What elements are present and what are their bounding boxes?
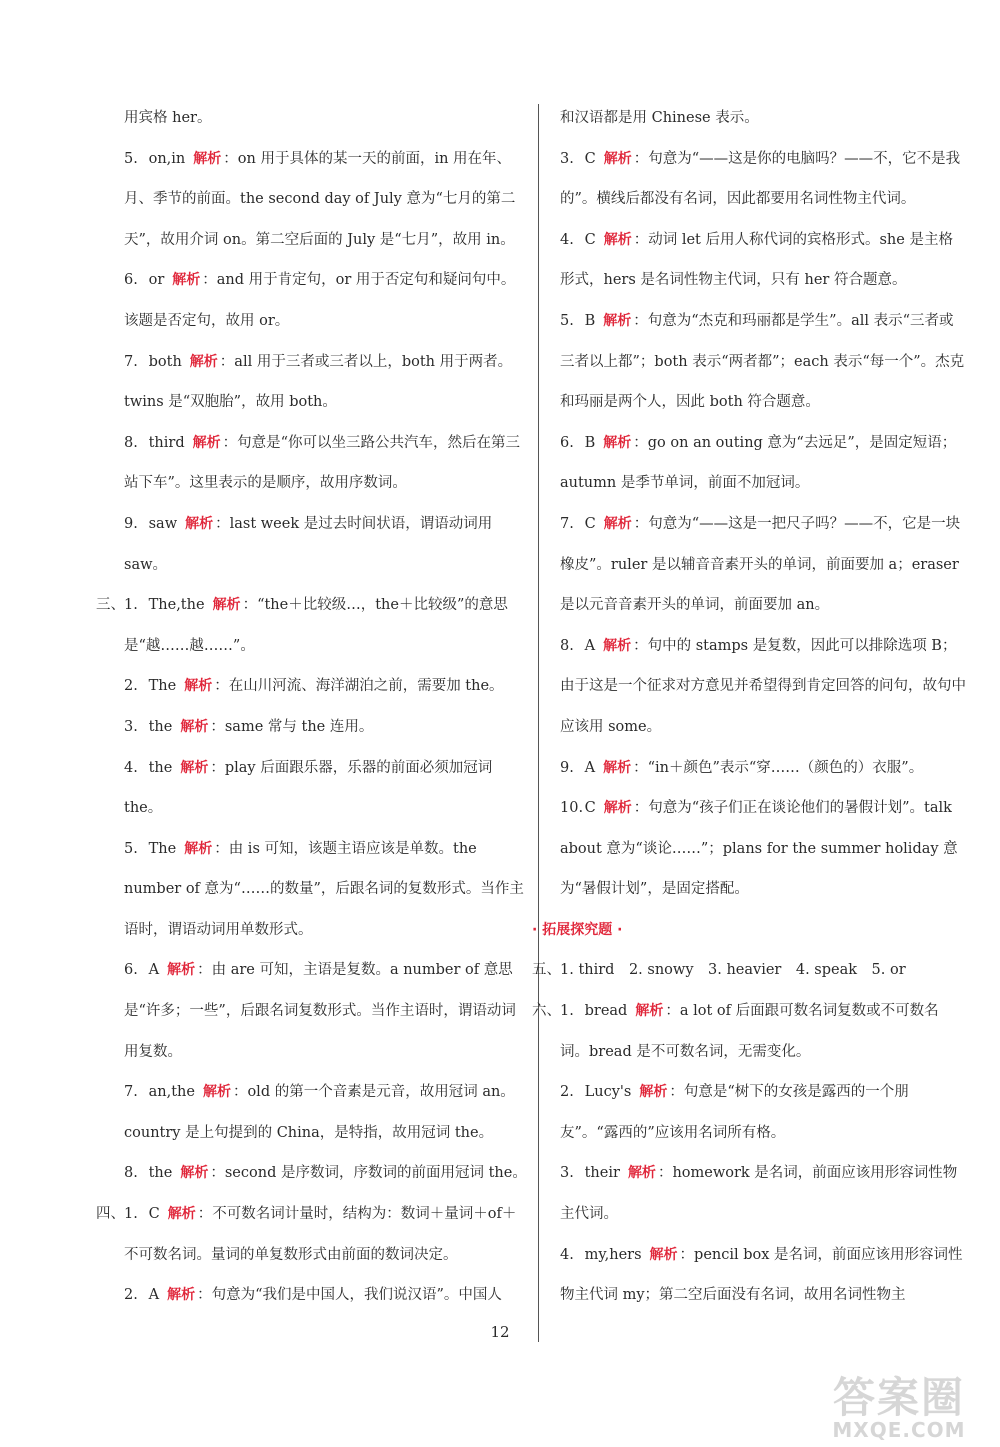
explanation: all 用于三者或三者以上，both 用于两者。twins 是“双胞胎”，故用 both。 bbox=[124, 353, 513, 411]
answer-item: 2. Lucy's 解析 ：句意是“树下的女孩是露西的一个朋友”。“露西的”应该用名词所有格。 bbox=[560, 1072, 966, 1153]
continued-text bbox=[124, 98, 528, 139]
explanation: pencil box 是名词，前面应该用形容词性物主代词 my；第二空后面没有名词，故用名词性物主 bbox=[560, 1246, 963, 1304]
jiexi-label: 解析 bbox=[193, 150, 222, 167]
item-number: 5. bbox=[560, 312, 574, 329]
answer: C bbox=[148, 1206, 160, 1223]
answer: The bbox=[148, 840, 177, 857]
jiexi-label: 解析 bbox=[627, 1165, 656, 1182]
answer-item: 3. their 解析 ：homework 是名词，前面应该用形容词性物主代词。 bbox=[560, 1153, 966, 1234]
explanation: 句意为“孩子们正在谈论他们的暑假计划”。talk about 意为“谈论……”；plans for the summer holiday 意为“暑假计划”，是固定搭配。 bbox=[560, 800, 958, 898]
item-number: 4. bbox=[560, 231, 574, 248]
answer-line bbox=[532, 950, 966, 991]
column-divider bbox=[538, 104, 539, 1342]
answer: both bbox=[148, 353, 182, 370]
right-column bbox=[532, 98, 966, 1316]
explanation: second 是序数词，序数词的前面用冠词 the。 bbox=[224, 1165, 527, 1182]
jiexi-label: 解析 bbox=[603, 434, 632, 451]
section-heading bbox=[532, 910, 966, 951]
answer: on,in bbox=[148, 150, 186, 167]
jiexi-label: 解析 bbox=[603, 637, 632, 654]
answer-item: 3. the 解析 ：same 常与 the 连用。 bbox=[124, 707, 528, 748]
answer: my,hers bbox=[584, 1246, 642, 1263]
answer-item: 5. B 解析 ：句意为“杰克和玛丽都是学生”。all 表示“三者或三者以上都”；both 表示“两者都”；each 表示“每一个”。杰克和玛丽是两个人，因此 both 符合题意。 bbox=[560, 301, 966, 423]
answer: B bbox=[584, 434, 596, 451]
item-number: 1. bbox=[124, 1206, 138, 1223]
item-number: 1. bbox=[560, 1003, 574, 1020]
answer-item: 7. C 解析 ：句意为“——这是一把尺子吗？——不，它是一块橡皮”。ruler 是以辅音音素开头的单词，前面要加 a；eraser 是以元音音素开头的单词，前面要加 an。 bbox=[560, 504, 966, 626]
explanation: 句意是“树下的女孩是露西的一个朋友”。“露西的”应该用名词所有格。 bbox=[560, 1084, 909, 1141]
item-number: 7. bbox=[560, 515, 574, 532]
explanation: 在山川河流、海洋湖泊之前，需要加 the。 bbox=[228, 678, 504, 695]
section-number: 五、 bbox=[532, 962, 561, 979]
answer-item: 9. saw 解析 ：last week 是过去时间状语，谓语动词用 saw。 bbox=[124, 504, 528, 585]
jiexi-label: 解析 bbox=[172, 272, 201, 289]
answer-item: 6. or 解析 ：and 用于肯定句，or 用于否定句和疑问句中。该题是否定句，故用 or。 bbox=[124, 260, 528, 341]
answer: A bbox=[148, 1287, 160, 1304]
item-number: 2. bbox=[124, 1287, 138, 1304]
answer-item: 5. on,in 解析 ：on 用于具体的某一天的前面，in 用在年、月、季节的前面。the second day of July 意为“七月的第二天”，故用介词 on。第二空后面的 July 是“七月”，故用 in。 bbox=[124, 139, 528, 261]
jiexi-label: 解析 bbox=[603, 515, 632, 532]
jiexi-label: 解析 bbox=[180, 718, 209, 735]
item-number: 5. bbox=[124, 840, 138, 857]
answer-item: 2. A 解析 ：句意为“我们是中国人，我们说汉语”。中国人 bbox=[124, 1275, 528, 1316]
jiexi-label: 解析 bbox=[603, 231, 632, 248]
jiexi-label: 解析 bbox=[603, 800, 632, 817]
left-column bbox=[96, 98, 528, 1316]
explanation: go on an outing 意为“去远足”，是固定短语；autumn 是季节单词，前面不加冠词。 bbox=[560, 434, 957, 492]
answer-item: 5. The 解析 ：由 is 可知，该题主语应该是单数。the number of 意为“……的数量”，后跟名词的复数形式。当作主语时，谓语动词用单数形式。 bbox=[124, 829, 528, 951]
item-number: 2. bbox=[560, 1084, 574, 1101]
answer: A bbox=[148, 962, 160, 979]
explanation: 句意为“——这是你的电脑吗？——不，它不是我的”。横线后都没有名词，因此都要用名词性物主代词。 bbox=[560, 150, 961, 208]
item-number: 1. bbox=[124, 597, 138, 614]
answer-item: 8. third 解析 ：句意是“你可以坐三路公共汽车，然后在第三站下车”。这里表示的是顺序，故用序数词。 bbox=[124, 423, 528, 504]
jiexi-label: 解析 bbox=[180, 1165, 209, 1182]
explanation: 句中的 stamps 是复数，因此可以排除选项 B；由于这是一个征求对方意见并希望得到肯定回答的问句，故句中应该用 some。 bbox=[560, 637, 966, 735]
explanation: 由 is 可知，该题主语应该是单数。the number of 意为“……的数量”，后跟名词的复数形式。当作主语时，谓语动词用单数形式。 bbox=[124, 840, 524, 938]
explanation: last week 是过去时间状语，谓语动词用 saw。 bbox=[124, 515, 493, 573]
item-number: 7. bbox=[124, 1084, 138, 1101]
answer: C bbox=[584, 800, 596, 817]
explanation: 句意为“我们是中国人，我们说汉语”。中国人 bbox=[211, 1287, 502, 1304]
answer-item: 8. A 解析 ：句中的 stamps 是复数，因此可以排除选项 B；由于这是一个征求对方意见并希望得到肯定回答的问句，故句中应该用 some。 bbox=[560, 626, 966, 748]
explanation: 句意为“——这是一把尺子吗？——不，它是一块橡皮”。ruler 是以辅音音素开头的单词，前面要加 a；eraser 是以元音音素开头的单词，前面要加 an。 bbox=[560, 515, 961, 614]
section-number: 六、 bbox=[532, 1003, 561, 1020]
answer-item: 4. C 解析 ：动词 let 后用人称代词的宾格形式。she 是主格形式，hers 是名词性物主代词，只有 her 符合题意。 bbox=[560, 220, 966, 301]
item-number: 7. bbox=[124, 353, 138, 370]
answer-item: 四、1. C 解析 ：不可数名词计量时，结构为：数词＋量词＋of＋不可数名词。量词的单复数形式由前面的数词决定。 bbox=[124, 1194, 528, 1275]
explanation: play 后面跟乐器，乐器的前面必须加冠词 the。 bbox=[124, 759, 493, 817]
continued-text bbox=[560, 98, 966, 139]
answer: C bbox=[584, 231, 596, 248]
jiexi-label: 解析 bbox=[184, 840, 213, 857]
explanation: 不可数名词计量时，结构为：数词＋量词＋of＋不可数名词。量词的单复数形式由前面的数词决定。 bbox=[124, 1206, 517, 1263]
answer-item: 7. an,the 解析 ：old 的第一个音素是元音，故用冠词 an。country 是上句提到的 China，是特指，故用冠词 the。 bbox=[124, 1072, 528, 1153]
watermark-logo bbox=[824, 1373, 974, 1442]
item-number: 6. bbox=[124, 962, 138, 979]
item-number: 3. bbox=[124, 718, 138, 735]
explanation: a lot of 后面跟可数名词复数或不可数名词。bread 是不可数名词，无需变化。 bbox=[560, 1003, 939, 1060]
answer: bread bbox=[584, 1003, 628, 1020]
item-number: 10. bbox=[560, 800, 584, 817]
answer-item: 4. my,hers 解析 ：pencil box 是名词，前面应该用形容词性物主代词 my；第二空后面没有名词，故用名词性物主 bbox=[560, 1235, 966, 1316]
answer: their bbox=[584, 1165, 620, 1182]
answer-item: 3. C 解析 ：句意为“——这是你的电脑吗？——不，它不是我的”。横线后都没有名词，因此都要用名词性物主代词。 bbox=[560, 139, 966, 220]
tuozhan-heading: · 拓展探究题 · bbox=[532, 921, 623, 938]
page-number: 12 bbox=[490, 1323, 510, 1341]
answer: The,the bbox=[148, 597, 205, 614]
answer-item: 4. the 解析 ：play 后面跟乐器，乐器的前面必须加冠词 the。 bbox=[124, 748, 528, 829]
answer: C bbox=[584, 150, 596, 167]
item-number: 9. bbox=[560, 759, 574, 776]
answer-list: 1. third 2. snowy 3. heavier 4. speak 5. or bbox=[560, 962, 906, 979]
item-number: 8. bbox=[560, 637, 574, 654]
answer-item: 三、1. The,the 解析 ：“the＋比较级…，the＋比较级”的意思是“越……越……”。 bbox=[124, 585, 528, 666]
item-number: 8. bbox=[124, 434, 138, 451]
answer: the bbox=[148, 759, 173, 776]
item-number: 8. bbox=[124, 1165, 138, 1182]
answer-item: 6. B 解析 ：go on an outing 意为“去远足”，是固定短语；autumn 是季节单词，前面不加冠词。 bbox=[560, 423, 966, 504]
explanation: “the＋比较级…，the＋比较级”的意思是“越……越……”。 bbox=[124, 597, 508, 654]
jiexi-label: 解析 bbox=[603, 312, 632, 329]
jiexi-label: 解析 bbox=[167, 1206, 196, 1223]
section-number: 四、 bbox=[96, 1206, 125, 1223]
answer: the bbox=[148, 718, 173, 735]
jiexi-label: 解析 bbox=[212, 597, 241, 614]
explanation: 句意是“你可以坐三路公共汽车，然后在第三站下车”。这里表示的是顺序，故用序数词。 bbox=[124, 434, 521, 492]
answer: Lucy's bbox=[584, 1084, 632, 1101]
explanation: “in＋颜色”表示“穿……（颜色的）衣服”。 bbox=[647, 759, 924, 776]
answer: C bbox=[584, 515, 596, 532]
item-number: 6. bbox=[560, 434, 574, 451]
jiexi-label: 解析 bbox=[639, 1084, 668, 1101]
explanation: homework 是名词，前面应该用形容词性物主代词。 bbox=[560, 1165, 958, 1223]
jiexi-label: 解析 bbox=[202, 1084, 231, 1101]
answer: third bbox=[148, 434, 185, 451]
explanation: same 常与 the 连用。 bbox=[224, 718, 374, 735]
jiexi-label: 解析 bbox=[167, 962, 196, 979]
answer-body: 用宾格 her。 bbox=[124, 110, 212, 126]
answer-item: 2. The 解析 ：在山川河流、海洋湖泊之前，需要加 the。 bbox=[124, 666, 528, 707]
jiexi-label: 解析 bbox=[180, 759, 209, 776]
explanation: on 用于具体的某一天的前面，in 用在年、月、季节的前面。the second day of July 意为“七月的第二天”，故用介词 on。第二空后面的 July 是“七月”，故用 in。 bbox=[124, 150, 516, 248]
item-number: 9. bbox=[124, 515, 138, 532]
jiexi-label: 解析 bbox=[189, 353, 218, 370]
jiexi-label: 解析 bbox=[635, 1003, 664, 1020]
answer: The bbox=[148, 678, 177, 695]
answer-item: 六、1. bread 解析 ：a lot of 后面跟可数名词复数或不可数名词。bread 是不可数名词，无需变化。 bbox=[560, 991, 966, 1072]
item-number: 4. bbox=[560, 1246, 574, 1263]
item-number: 4. bbox=[124, 759, 138, 776]
explanation: 句意为“杰克和玛丽都是学生”。all 表示“三者或三者以上都”；both 表示“两者都”；each 表示“每一个”。杰克和玛丽是两个人，因此 both 符合题意。 bbox=[560, 312, 965, 411]
jiexi-label: 解析 bbox=[192, 434, 221, 451]
watermark-url: MXQE.COM bbox=[832, 1418, 966, 1442]
answer: B bbox=[584, 312, 596, 329]
answer-body: 和汉语都是用 Chinese 表示。 bbox=[560, 110, 759, 126]
answer: A bbox=[584, 759, 596, 776]
answer-item: 6. A 解析 ：由 are 可知，主语是复数。a number of 意思是“许多；一些”，后跟名词复数形式。当作主语时，谓语动词用复数。 bbox=[124, 950, 528, 1072]
answer: saw bbox=[148, 515, 178, 532]
answer-item: 10. C 解析 ：句意为“孩子们正在谈论他们的暑假计划”。talk about 意为“谈论……”；plans for the summer holiday 意为“暑假计划”，是固定搭配。 bbox=[560, 788, 966, 910]
answer: the bbox=[148, 1165, 173, 1182]
explanation: 动词 let 后用人称代词的宾格形式。she 是主格形式，hers 是名词性物主代词，只有 her 符合题意。 bbox=[560, 231, 953, 289]
item-number: 5. bbox=[124, 150, 138, 167]
jiexi-label: 解析 bbox=[185, 515, 214, 532]
jiexi-label: 解析 bbox=[649, 1246, 678, 1263]
explanation: 由 are 可知，主语是复数。a number of 意思是“许多；一些”，后跟名词复数形式。当作主语时，谓语动词用复数。 bbox=[124, 962, 516, 1060]
item-number: 6. bbox=[124, 272, 138, 289]
jiexi-label: 解析 bbox=[603, 150, 632, 167]
section-number: 三、 bbox=[96, 597, 125, 614]
item-number: 3. bbox=[560, 150, 574, 167]
answer-item: 8. the 解析 ：second 是序数词，序数词的前面用冠词 the。 bbox=[124, 1153, 528, 1194]
item-number: 2. bbox=[124, 678, 138, 695]
jiexi-label: 解析 bbox=[167, 1287, 196, 1304]
jiexi-label: 解析 bbox=[184, 678, 213, 695]
answer: A bbox=[584, 637, 596, 654]
explanation: and 用于肯定句，or 用于否定句和疑问句中。该题是否定句，故用 or。 bbox=[124, 272, 516, 329]
item-number: 3. bbox=[560, 1165, 574, 1182]
answer: an,the bbox=[148, 1084, 195, 1101]
answer-item: 7. both 解析 ：all 用于三者或三者以上，both 用于两者。twins 是“双胞胎”，故用 both。 bbox=[124, 342, 528, 423]
answer: or bbox=[148, 272, 165, 289]
watermark-cn: 答案圈 bbox=[832, 1373, 965, 1422]
jiexi-label: 解析 bbox=[603, 759, 632, 776]
answer-item: 9. A 解析 ：“in＋颜色”表示“穿……（颜色的）衣服”。 bbox=[560, 748, 966, 789]
explanation: old 的第一个音素是元音，故用冠词 an。country 是上句提到的 China，是特指，故用冠词 the。 bbox=[124, 1084, 515, 1141]
